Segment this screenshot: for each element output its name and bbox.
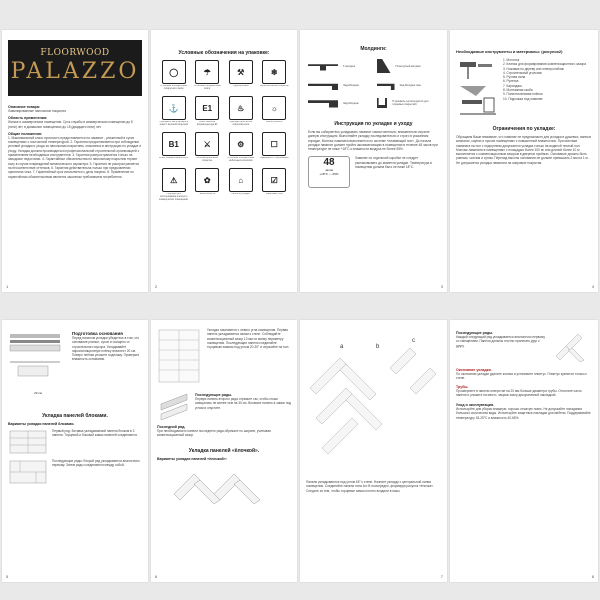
symbol-label: Класс пожароопасности B1 [159,157,189,159]
next-rows-title: Последующие ряды. [195,393,233,397]
symbol-icon: ⌂ [229,168,253,192]
symbol-icon: ⚓ [162,96,186,120]
blocks-step-2 [8,459,142,485]
t-molding-icon [308,62,338,71]
symbol-icon: ⚔ [195,132,219,156]
tools-list [503,58,592,118]
application-body: Жилые и коммерческие помещения. Срок службы в коммерческом помещении до 5 (пяти) лет, в домашних помещениях до 15 (двадцати пяти) лет. [8,120,133,129]
symbol-icon: B1 [162,132,186,156]
symbol-icon: ⚠ [162,168,186,192]
page-number: 4 [591,284,594,289]
herringbone-diagram-icon [300,328,447,478]
tool-item: 4. Строительный угольник [503,70,542,75]
symbol-label: Пригодно для систем подогрева пола [229,121,253,126]
finish-title: Окончание укладки. [456,368,492,372]
symbol-item [159,132,189,166]
tool-item: 7. Карандаш [503,83,522,88]
acclimatization-block [300,154,447,190]
blocks-type-b: Последующие ряды: Второй ряд укладывается аналогично первому. Затем ряды соединяются между собой. [52,459,140,468]
symbol-icon: ☂ [195,60,219,84]
next-rows-body: Каждый следующий ряд укладывается аналогично первому со смещением. Панели должны плотно прилегать друг к другу. [456,335,545,348]
molding-label: П-профиль (используется для торцевых покрытий) [392,100,429,106]
panel-stack-illustration-icon [157,328,203,384]
symbol-item [159,60,189,94]
blocks-type-a: Первый ряд: Вставка укладываемой панели блоком в 3 панели. Торцевой и боковой замки панелей соединяются. [52,429,138,438]
symbol-icon: ♨ [229,96,253,120]
symbol-label: Устойчиво к воздействию сигаретного ожога [160,85,188,90]
symbol-item [193,60,223,94]
symbol-item [226,96,256,130]
symbol-icon: ☑ [262,168,286,192]
symbol-item [226,132,256,166]
symbol-icon: ❄ [262,60,286,84]
next-rows-illustration-icon [552,328,592,362]
product-title: Описание товара: [8,105,41,109]
product-body: Ламинированные напольные покрытия [8,109,66,113]
tools-illustration-icon [456,58,500,118]
tool-item: 2. Клинья для формирования компенсационного зазора [503,62,587,67]
molding-item [377,81,440,90]
symbol-item [226,60,256,94]
care-title: Уход и эксплуатация. [456,403,495,408]
figure-label: 20 см [34,391,42,395]
symbol-label: Ударопрочный [232,85,249,87]
symbol-label: Устойчиво к воздействию влаги [193,85,221,90]
page-number: 3 [440,284,443,289]
brand-logo [8,40,142,96]
symbol-label: Пригоден для использования в жилых и коммерческих помещениях [159,193,189,201]
last-row-body: При необходимости панели последнего ряда обрежьте по ширине, учитывая компенсационный зазор. [157,429,271,438]
intro-block [157,328,291,384]
page-number: 2 [155,284,158,289]
symbol-item [260,60,290,94]
last-row-title: Последний ряд. [157,425,186,429]
application-title: Область применения: [8,116,48,121]
tool-item: 9. Полиэтиленовая плёнка [503,92,543,97]
symbol-item [260,168,290,202]
tool-item: 3. Ножовка по дереву или электролобзик [503,66,564,71]
temp-unit: часов [324,168,334,173]
diagram-label-c: c [412,338,415,344]
molding-label: Плинтусный молдинг [395,64,422,68]
symbol-label: Класс эмиссии формальдегида E1 [196,121,218,126]
page-3-moldings [300,30,447,292]
next-rows-block [157,390,291,420]
molding-item [377,98,440,108]
symbol-icon: ◯ [162,60,186,84]
molding-item [308,59,371,73]
page-5-base [2,320,148,582]
tools-title: Необходимые инструменты и материалы: (рисунок2) [456,49,563,54]
molding-label: Т-молдинг [343,64,356,68]
blocks-step-1 [8,429,142,455]
molding-item [377,59,440,73]
symbol-item [193,168,223,202]
herringbone-pattern-icon [164,464,284,504]
symbol-item [260,96,290,130]
symbols-title: Условные обозначения на упаковке: [178,50,270,56]
molding-item [308,98,371,108]
base-figures [8,328,68,395]
symbol-icon: ⚙ [229,132,253,156]
page-1-cover [2,30,148,292]
page-4-tools [450,30,598,292]
general-body: 1. Максимальный класс прочности предоставляется на ламинат , уложенный в сухих помещениях с постоянной температурой. 2. Гарантия предоставляется при соблюдении условий укладки и ухода за напольным покрытием, описанных в инструкции по укладке и уходу. Укладка должна производиться профессиональной строительной организацией с применением необходимых инструментов. 3. Гарантия распространяется только на заводские недостатки. 4. Гарантийные обязательства по напольному покрытию теряют силу в случае повреждений механического характера. 5. Гарантия не распространяется на несоответствие оттенков. 6. Гарантия действительна только при предъявлении оригинала чека. 7. Гарантийный срок исчисляется с даты покупки. 8. Применение по гарантийным обязательствам является законным требованием потребителя. [8,135,142,179]
molding-label: Энд-Молдинг [343,84,360,87]
molding-label: Энд-Молдинг мал. [399,84,422,87]
page-number: 5 [6,574,9,579]
tool-item: 5. Ручная пила [503,75,526,80]
symbol-label: Устойчиво к воздействию мебельных колесиков [227,157,255,162]
page-number: 7 [440,574,443,579]
page-8-finish [450,320,598,582]
limits-body: Обращаем Ваше внимание, что ламинат не предназначен для укладки в душевых, ванных комнатах, саунах и прочих помещениях с повышенной влажностью. При монтаже ламината на пол с подогревом допускается укладка только на водяной теплый пол. Монтаж ламината в помещениях с площадью более 100 м² или длиной более 10 м выполняется с компенсационным зазором в дверных проёмах. Основание должно быть ровным, чистым и сухим. Перепад высоты основания не должен превышать 2 мм на 1 м. Не допускается укладка ламината на ковровые покрытия. [456,135,592,165]
page-2-symbols [151,30,297,292]
symbol-icon: ✿ [195,168,219,192]
tool-item: 10. Подложка под ламинат [503,96,543,101]
symbol-item [193,96,223,130]
herringbone-body: Панели укладываются под углом 45° к стене. Начните укладку с центральной линии помещения. Соединяйте панели типа A и B поочередно, формируя рисунок «ёлочка». Следите за тем, чтобы торцевые замки плотно входили в пазы. [306,480,434,493]
molding-list [300,52,447,115]
symbol-label: Антистатическое покрытие [259,85,289,87]
brand-line1: FLOORWOOD [40,48,110,58]
rows-intro: Укладка начинается с левого угла помещения. Первая панель укладывается пазом к стене. Соблюдайте компенсационный зазор 10 мм по всему периметру помещения. Последующие панели соединяйте торцевым замком под углом 20-30° и опускайте на пол. [207,328,290,350]
care-body: Используйте для уборки влажную, хорошо отжатую ткань. Не допускайте попадания большого количества воды. Используйте защитные накладки для мебели. Поддерживайте температуру 18-25°C и влажность 40-65%. [456,407,591,420]
molding-title: Молдинги: [360,46,387,52]
u-profile-icon [377,98,388,108]
herringbone-subtitle: Варианты укладки панелей «ёлочкой»: [157,456,227,461]
end-molding-icon [308,99,338,108]
symbol-label: Пригоден к эксплуатации в зонах с высокой нагрузкой [159,121,189,126]
end-molding-icon [308,81,338,90]
acclimatization-figure [308,156,350,188]
brand-line2: PALAZZO [10,59,140,84]
next-rows-title: Последующие ряды. [456,331,494,335]
next-rows-block [456,328,592,362]
symbol-item [260,132,290,166]
page-number: 1 [6,284,9,289]
blocks-step2-illustration-icon [8,459,48,485]
diagram-label-a: a [340,344,344,350]
symbol-item [159,96,189,130]
symbol-icon: ⚒ [229,60,253,84]
page-number: 8 [591,574,594,579]
herringbone-title: Укладка панелей «ёлочкой». [188,447,260,454]
page-6-rows [151,320,297,582]
symbol-label: Светостойкость [265,121,283,123]
symbol-icon: ☐ [262,132,286,156]
symbol-label: Антибактериальное покрытие [196,157,218,162]
symbol-icon: E1 [195,96,219,120]
page-7-herringbone [300,320,447,582]
symbol-item [226,168,256,202]
page-number: 6 [155,574,158,579]
symbol-item [193,132,223,166]
tool-item: 8. Монтажная скоба [503,88,533,93]
blocks-subtitle: Варианты укладки панелей блоками. [8,422,75,426]
pipes-body: Просверлите в панели отверстие на 20 мм больше диаметра трубы. Отпилите часть панели и уложите на место, закрыв зазор декоративной накладкой. [456,388,582,397]
tools-block [456,58,592,118]
temp-note: Ламинат по отдельной коробке не следует распаковывать до момента укладки. Температура в помещении должна быть не ниже 18°C. [355,156,432,170]
temp-range: +18°C — 65% [319,172,339,177]
limits-title: Ограничения по укладке: [492,126,556,132]
tool-item: 1. Молоток [503,58,520,62]
finish-body: По окончании укладки удалите клинья и установите плинтус. Плинтус крепится только к стене. [456,372,587,381]
general-title: Общие положения: [8,131,43,136]
install-body: Если вы собираетесь укладывать ламинат самостоятельно, внимательно изучите данную инструкцию. Выполняйте укладку последовательно и строго в указанном порядке. Монтаж ламината выполняется по системе «плавающий пол». До начала укладки ламинат должен пройти акклиматизацию в помещении в течение 48 часов при температуре не ниже +18°C и влажности воздуха не более 65%. [308,130,438,152]
baseboard-molding-icon [377,59,391,73]
next-rows-illustration-icon [157,390,191,420]
symbol-label: Защищено от загрязнения [260,157,289,159]
underlay-illustration-icon [8,328,68,386]
symbol-item [159,168,189,202]
temp-value: 48 [323,157,335,169]
blocks-step1-illustration-icon [8,429,48,455]
molding-label: Энд-Молдинг [343,101,360,105]
next-rows-body: Первую панель второго ряда отрежьте так, чтобы стыки смещались не менее чем на 30 см. Вставьте панель в замок под углом и опустите. [195,397,292,410]
diagram-label-b: b [376,344,380,350]
base-block [8,328,142,395]
molding-item [308,81,371,90]
symbols-grid [151,56,297,206]
end-molding-small-icon [377,81,395,90]
base-title: Подготовка основания [72,331,123,336]
blocks-title: Укладка панелей блоками. [42,413,108,419]
symbol-label: Лёгкость укладки [231,193,250,195]
symbol-icon: ☼ [262,96,286,120]
pipes-title: Трубы. [456,384,469,389]
base-body: Перед началом укладки убедитесь в том, что основание ровное, сухое и очищено от строительного мусора. Укладывайте пароизоляционную плёнку внахлест 20 см. Поверх плёнки уложите подложку. Проверьте влажность основания. [72,336,140,362]
install-title: Инструкция по укладке и уходу [334,121,413,127]
symbol-label: Экологичность [199,193,216,195]
symbol-label: Защитный слой [265,193,283,195]
tool-item: 6. Рулетка [503,79,519,84]
